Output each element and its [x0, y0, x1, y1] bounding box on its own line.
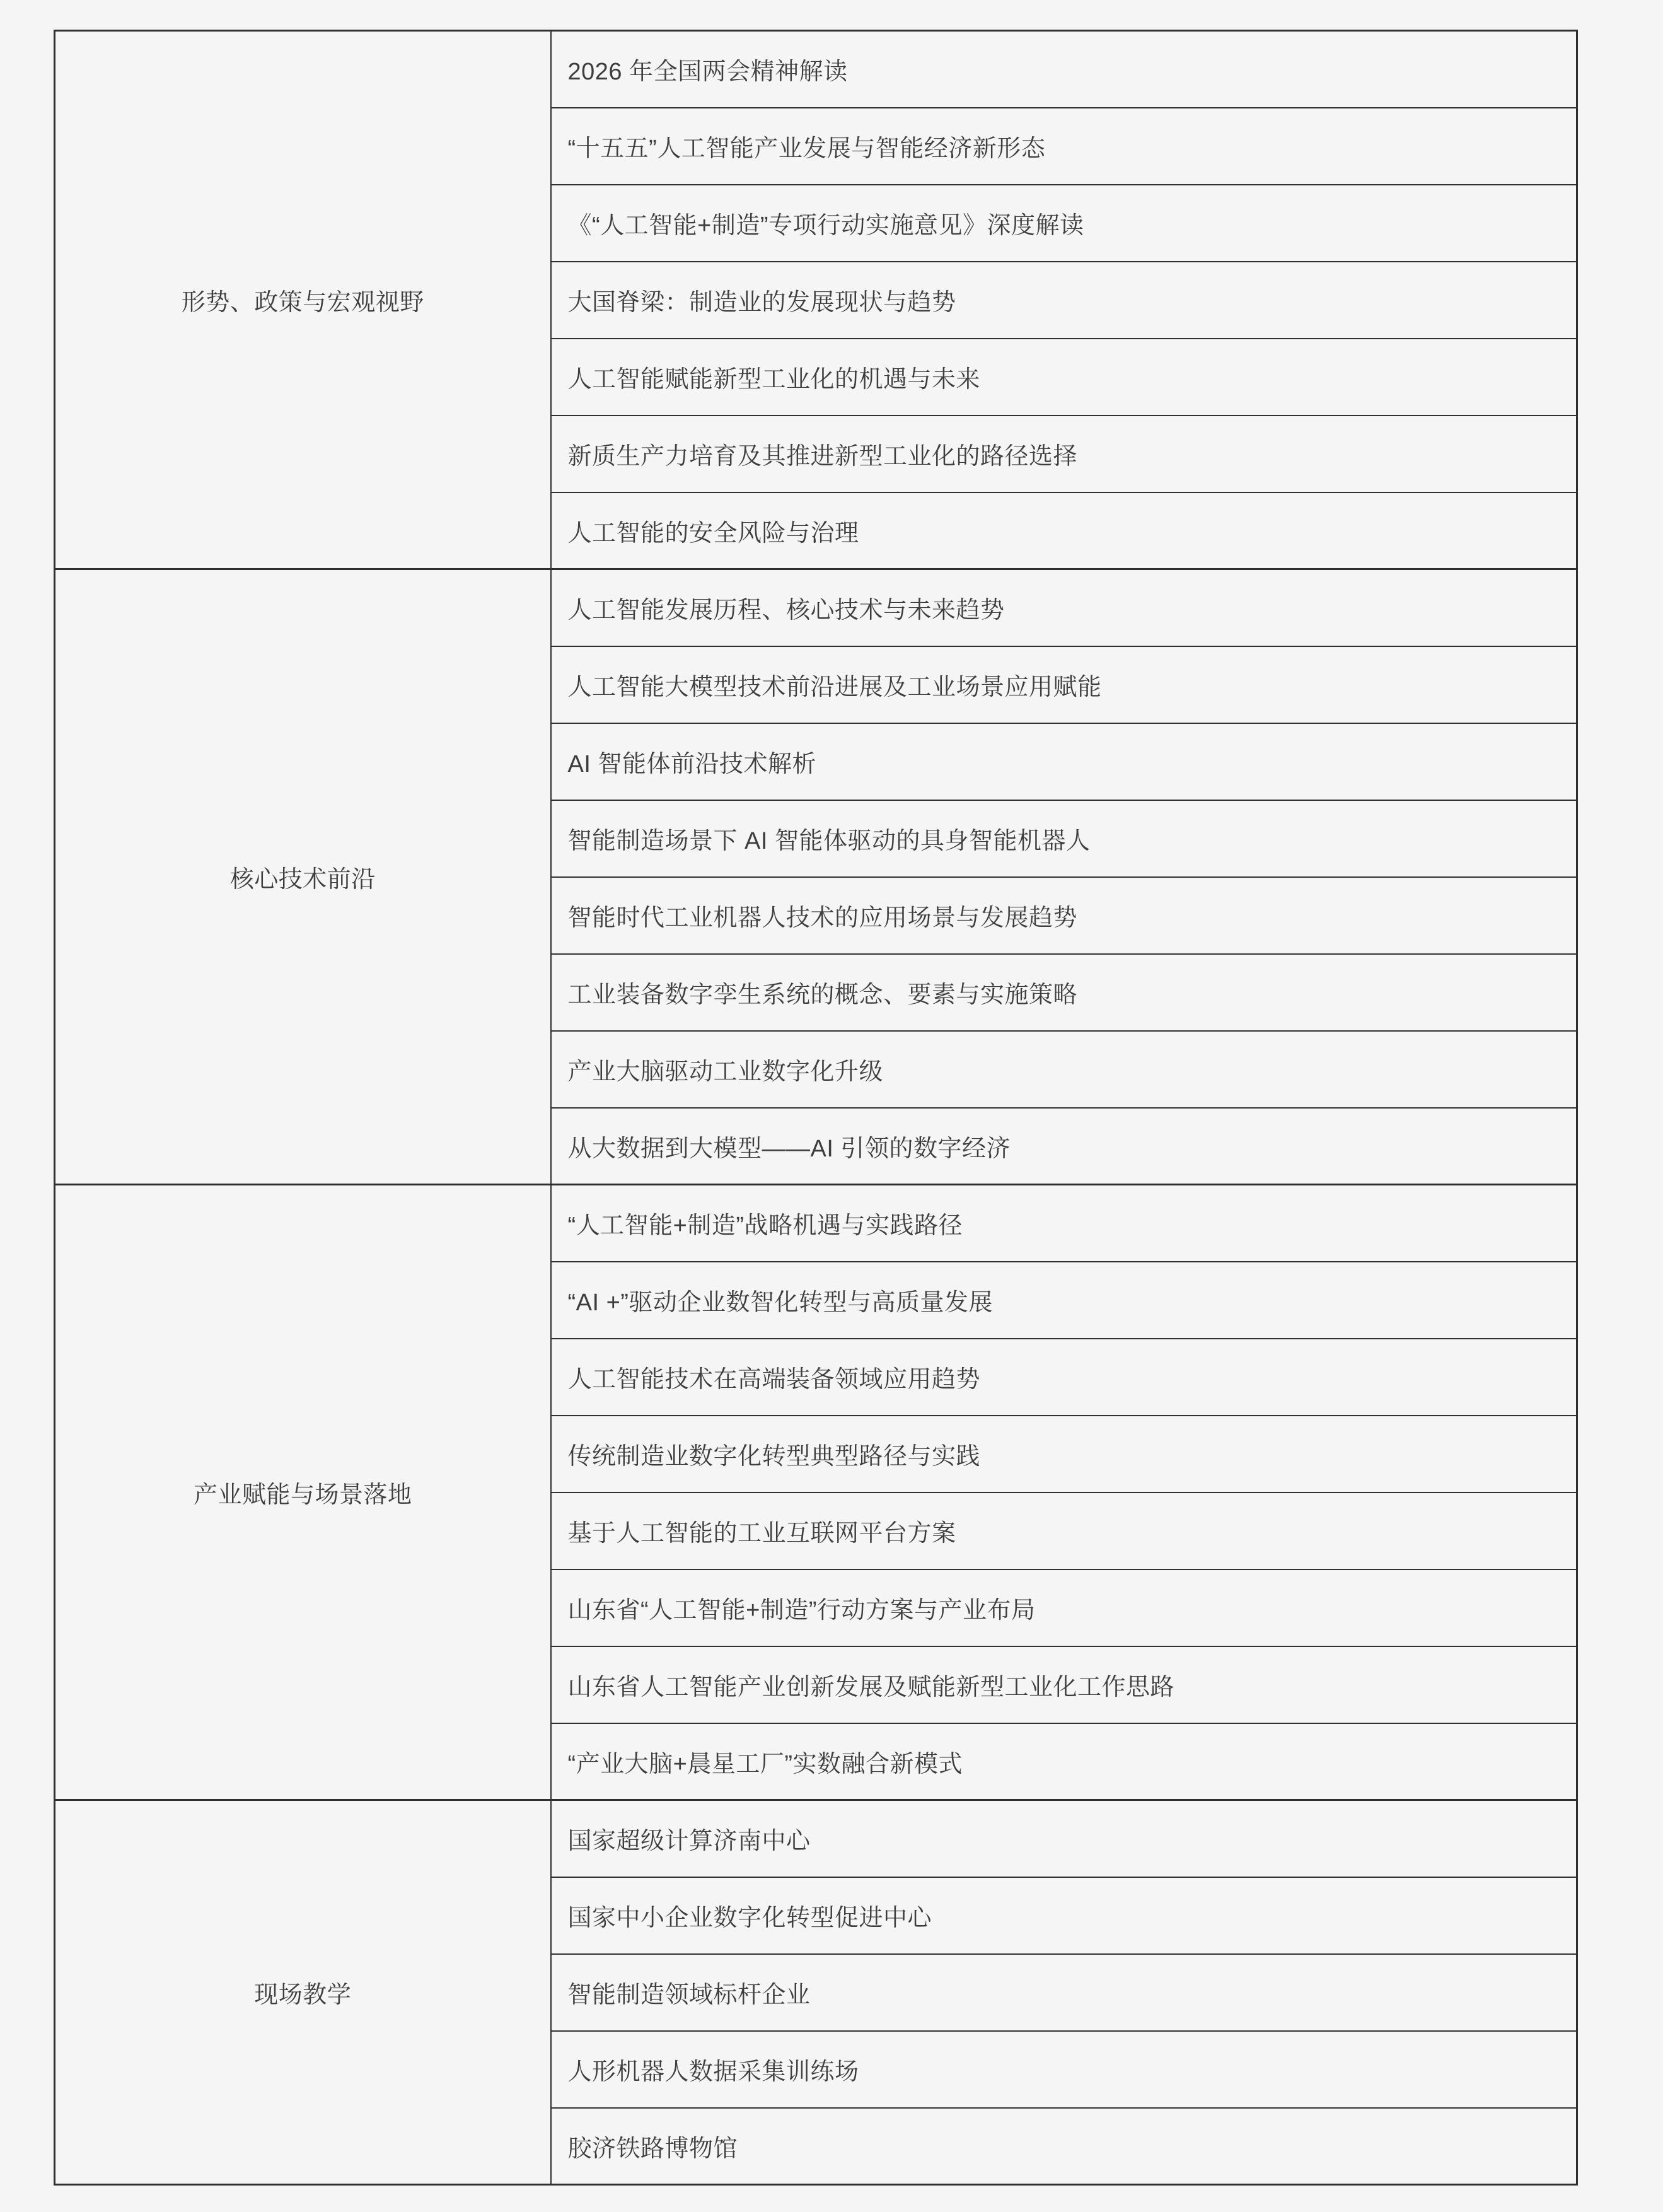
category-cell: 核心技术前沿 [55, 569, 551, 1185]
curriculum-table-body [55, 31, 1577, 2185]
course-item-cell: 人工智能技术在高端装备领域应用趋势 [551, 1339, 1577, 1416]
category-cell: 形势、政策与宏观视野 [55, 31, 551, 569]
course-item-cell: 新质生产力培育及其推进新型工业化的路径选择 [551, 416, 1577, 492]
course-item-cell: 人形机器人数据采集训练场 [551, 2031, 1577, 2108]
course-item-cell: 智能制造领域标杆企业 [551, 1954, 1577, 2031]
course-item-cell: 国家中小企业数字化转型促进中心 [551, 1877, 1577, 1954]
course-item-cell: 从大数据到大模型——AI 引领的数字经济 [551, 1108, 1577, 1185]
table-row [55, 1185, 1577, 1262]
course-item-cell: 山东省“人工智能+制造”行动方案与产业布局 [551, 1569, 1577, 1646]
course-item-cell: 国家超级计算济南中心 [551, 1800, 1577, 1877]
course-item-cell: 《“人工智能+制造”专项行动实施意见》深度解读 [551, 185, 1577, 262]
table-row [55, 31, 1577, 108]
course-item-cell: 人工智能发展历程、核心技术与未来趋势 [551, 569, 1577, 646]
course-item-cell: 产业大脑驱动工业数字化升级 [551, 1031, 1577, 1108]
table-row [55, 1800, 1577, 1877]
course-item-cell: 智能时代工业机器人技术的应用场景与发展趋势 [551, 877, 1577, 954]
table-row [55, 569, 1577, 646]
course-item-cell: “产业大脑+晨星工厂”实数融合新模式 [551, 1723, 1577, 1800]
course-item-cell: AI 智能体前沿技术解析 [551, 723, 1577, 800]
course-item-cell: 基于人工智能的工业互联网平台方案 [551, 1493, 1577, 1569]
curriculum-table [54, 30, 1578, 2186]
course-item-cell: 传统制造业数字化转型典型路径与实践 [551, 1416, 1577, 1493]
course-item-cell: 胶济铁路博物馆 [551, 2108, 1577, 2185]
course-item-cell: 人工智能大模型技术前沿进展及工业场景应用赋能 [551, 646, 1577, 723]
course-item-cell: “十五五”人工智能产业发展与智能经济新形态 [551, 108, 1577, 185]
course-item-cell: 人工智能的安全风险与治理 [551, 492, 1577, 569]
course-item-cell: “人工智能+制造”战略机遇与实践路径 [551, 1185, 1577, 1262]
course-item-cell: 山东省人工智能产业创新发展及赋能新型工业化工作思路 [551, 1646, 1577, 1723]
course-item-cell: 大国脊梁：制造业的发展现状与趋势 [551, 262, 1577, 339]
course-item-cell: 工业装备数字孪生系统的概念、要素与实施策略 [551, 954, 1577, 1031]
course-item-cell: 智能制造场景下 AI 智能体驱动的具身智能机器人 [551, 800, 1577, 877]
course-item-cell: 2026 年全国两会精神解读 [551, 31, 1577, 108]
category-cell: 现场教学 [55, 1800, 551, 2185]
category-cell: 产业赋能与场景落地 [55, 1185, 551, 1800]
course-item-cell: “AI +”驱动企业数智化转型与高质量发展 [551, 1262, 1577, 1339]
course-item-cell: 人工智能赋能新型工业化的机遇与未来 [551, 339, 1577, 416]
